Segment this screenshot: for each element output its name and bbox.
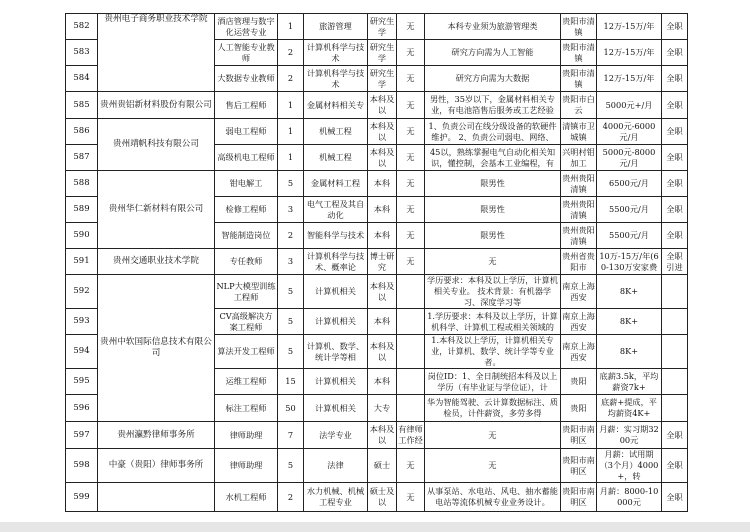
work-location: 贵阳市白云 <box>561 92 597 119</box>
row-number: 586 <box>66 119 98 145</box>
major: 电气工程及其自动化 <box>304 197 368 223</box>
headcount: 5 <box>278 171 304 197</box>
position: 酒店管理与数字化运营专业 <box>215 14 278 40</box>
education: 研究生学 <box>368 66 397 92</box>
company-name: 贵州华仁新材料有限公司 <box>98 171 215 249</box>
work-location: 贵阳市南明区 <box>561 449 597 483</box>
salary: 月薪：8000-10000元 <box>597 483 662 512</box>
major: 旅游管理 <box>304 14 368 40</box>
requirements: 从事泵站、水电站、风电、抽水蓄能电站等流体机械专业业务设计。 <box>425 483 561 512</box>
job-type: 全职 <box>662 223 688 249</box>
headcount: 7 <box>278 422 304 449</box>
job-type: 全职 <box>662 197 688 223</box>
work-location: 贵阳 <box>561 395 597 422</box>
position: 检修工程师 <box>215 197 278 223</box>
job-type: 全职 <box>662 483 688 512</box>
major: 机械工程 <box>304 145 368 171</box>
row-number: 591 <box>66 249 98 275</box>
work-location: 贵州贵阳清镇 <box>561 171 597 197</box>
salary: 4000元-6000元/月 <box>597 119 662 145</box>
degree-or-experience: 无 <box>397 223 425 249</box>
education: 大专 <box>368 395 397 422</box>
table-row <box>66 171 688 197</box>
requirements: 学历要求：本科及以上学历，计算机相关专业。 技术背景：有机器学习、深度学习等 <box>425 275 561 309</box>
major: 水力机械、机械工程专业 <box>304 483 368 512</box>
job-type: 全职 <box>662 119 688 145</box>
headcount: 1 <box>278 92 304 119</box>
job-type: 全职 <box>662 40 688 66</box>
education: 博士研究 <box>368 249 397 275</box>
work-location: 清镇市卫城镇 <box>561 119 597 145</box>
education: 研究生学 <box>368 14 397 40</box>
table-row <box>66 449 688 483</box>
requirements: 华为智能驾驶、云计算数据标注、质检员，计件薪资，多劳多得 <box>425 395 561 422</box>
work-location: 贵阳市清镇 <box>561 14 597 40</box>
job-type: 全职 <box>662 14 688 40</box>
row-number: 593 <box>66 309 98 335</box>
education: 本科及以 <box>368 422 397 449</box>
viewer-bottom-bar <box>0 522 750 532</box>
salary: 5000元+/月 <box>597 92 662 119</box>
job-type <box>662 335 688 369</box>
position: 算法开发工程师 <box>215 335 278 369</box>
education: 本科及以 <box>368 119 397 145</box>
position: 律师助理 <box>215 449 278 483</box>
job-type <box>662 395 688 422</box>
requirements: 限男性 <box>425 197 561 223</box>
salary: 月薪：试用期（3个月）4000+，转 <box>597 449 662 483</box>
headcount: 1 <box>278 145 304 171</box>
company-name: 贵州电子商务职业技术学院 <box>98 14 215 92</box>
degree-or-experience <box>397 369 425 395</box>
row-number: 584 <box>66 66 98 92</box>
requirements: 限男性 <box>425 171 561 197</box>
position: 专任教师 <box>215 249 278 275</box>
education: 本科 <box>368 309 397 335</box>
position: CV高级解决方案工程师 <box>215 309 278 335</box>
job-type: 全职 <box>662 171 688 197</box>
salary: 5000元-8000元/月 <box>597 145 662 171</box>
work-location: 南京上海西安 <box>561 275 597 309</box>
row-number: 598 <box>66 449 98 483</box>
major: 计算机相关 <box>304 275 368 309</box>
salary: 12万-15万/年 <box>597 40 662 66</box>
position: 高级机电工程师 <box>215 145 278 171</box>
degree-or-experience: 无 <box>397 119 425 145</box>
salary: 5500元/月 <box>597 223 662 249</box>
position: 标注工程师 <box>215 395 278 422</box>
degree-or-experience: 无 <box>397 14 425 40</box>
table-row <box>66 249 688 275</box>
company-name: 贵州交通职业技术学院 <box>98 249 215 275</box>
salary: 底薪3.5k，平均薪资7k+ <box>597 369 662 395</box>
position: 水机工程师 <box>215 483 278 512</box>
degree-or-experience <box>397 275 425 309</box>
salary: 5500元/月 <box>597 197 662 223</box>
company-name: 贵州瀛黔律师事务所 <box>98 422 215 449</box>
job-type <box>662 309 688 335</box>
row-number: 595 <box>66 369 98 395</box>
degree-or-experience: 无 <box>397 40 425 66</box>
degree-or-experience: 无 <box>397 171 425 197</box>
company-name: 贵州中软国际信息技术有限公司 <box>98 275 215 422</box>
row-number: 599 <box>66 483 98 512</box>
degree-or-experience: 无 <box>397 92 425 119</box>
requirements: 无 <box>425 422 561 449</box>
headcount: 3 <box>278 197 304 223</box>
headcount: 1 <box>278 14 304 40</box>
salary: 月薪：实习期3200元 <box>597 422 662 449</box>
work-location: 南京上海西安 <box>561 335 597 369</box>
salary: 底薪+提成，平均薪资4K+ <box>597 395 662 422</box>
job-type: 全职 <box>662 449 688 483</box>
position: 钳电解工 <box>215 171 278 197</box>
major: 计算机科学与技术 <box>304 40 368 66</box>
education: 研究生学 <box>368 40 397 66</box>
work-location: 贵州贵阳清镇 <box>561 223 597 249</box>
salary: 6500元/月 <box>597 171 662 197</box>
work-location: 贵阳市清镇 <box>561 40 597 66</box>
work-location: 贵阳市清镇 <box>561 66 597 92</box>
degree-or-experience: 无 <box>397 483 425 512</box>
work-location: 贵州贵阳清镇 <box>561 197 597 223</box>
headcount: 50 <box>278 395 304 422</box>
position: 弱电工程师 <box>215 119 278 145</box>
headcount: 5 <box>278 335 304 369</box>
major: 计算机相关 <box>304 369 368 395</box>
work-location: 兴明村钼加工 <box>561 145 597 171</box>
job-type: 全职 <box>662 66 688 92</box>
row-number: 583 <box>66 40 98 66</box>
table-row <box>66 422 688 449</box>
position: 运维工程师 <box>215 369 278 395</box>
headcount: 3 <box>278 249 304 275</box>
education: 本科 <box>368 369 397 395</box>
job-type <box>662 275 688 309</box>
row-number: 596 <box>66 395 98 422</box>
position: 人工智能专业教师 <box>215 40 278 66</box>
degree-or-experience: 无 <box>397 145 425 171</box>
major: 计算机相关 <box>304 395 368 422</box>
education: 本科 <box>368 171 397 197</box>
requirements: 无 <box>425 449 561 483</box>
row-number: 582 <box>66 14 98 40</box>
requirements: 研究方向需为大数据 <box>425 66 561 92</box>
requirements: 限男性 <box>425 223 561 249</box>
row-number: 592 <box>66 275 98 309</box>
headcount: 5 <box>278 275 304 309</box>
degree-or-experience: 无 <box>397 66 425 92</box>
major: 计算机科学与技术 <box>304 66 368 92</box>
education: 硕士 <box>368 449 397 483</box>
salary: 8K+ <box>597 335 662 369</box>
row-number: 587 <box>66 145 98 171</box>
major: 计算机科学与技术、概率论 <box>304 249 368 275</box>
major: 智能科学与技术 <box>304 223 368 249</box>
education: 本科及以 <box>368 335 397 369</box>
row-number: 589 <box>66 197 98 223</box>
row-number: 588 <box>66 171 98 197</box>
education: 硕士及以 <box>368 483 397 512</box>
job-listing-table <box>65 13 688 512</box>
position: NLP大模型训练工程师 <box>215 275 278 309</box>
position: 智能制造岗位 <box>215 223 278 249</box>
work-location: 南京上海西安 <box>561 309 597 335</box>
major: 机械工程 <box>304 119 368 145</box>
job-type: 全职引进 <box>662 249 688 275</box>
headcount: 5 <box>278 309 304 335</box>
requirements: 岗位ID：1、全日制统招本科及以上学历（有毕业证与学位证），计 <box>425 369 561 395</box>
company-name: 中豪（贵阳）律师事务所 <box>98 449 215 483</box>
position: 售后工程师 <box>215 92 278 119</box>
headcount: 5 <box>278 449 304 483</box>
requirements: 1、负责公司在线分级设备的软硬件维护。 2、负责公司弱电、网络、 <box>425 119 561 145</box>
headcount: 1 <box>278 119 304 145</box>
requirements: 无 <box>425 249 561 275</box>
table-row <box>66 119 688 145</box>
requirements: 45以，熟练掌握电气自动化相关知识，懂控制，会基本工业编程，有 <box>425 145 561 171</box>
company-name <box>98 483 215 512</box>
work-location: 贵阳市南明区 <box>561 483 597 512</box>
table-row <box>66 92 688 119</box>
table-row <box>66 275 688 309</box>
salary: 12万-15万/年 <box>597 14 662 40</box>
degree-or-experience: 无 <box>397 249 425 275</box>
salary: 10万-15万/年(60-130万安家费 <box>597 249 662 275</box>
headcount: 2 <box>278 223 304 249</box>
requirements: 研究方向需为人工智能 <box>425 40 561 66</box>
requirements: 1.学历要求：本科及以上学历，计算机科学、计算机工程或相关领域的 <box>425 309 561 335</box>
degree-or-experience <box>397 309 425 335</box>
company-name: 贵州贵铝新材料股份有限公司 <box>98 92 215 119</box>
major: 计算机、数学、统计学等相 <box>304 335 368 369</box>
headcount: 15 <box>278 369 304 395</box>
work-location: 贵阳 <box>561 369 597 395</box>
major: 计算机相关 <box>304 309 368 335</box>
major: 法律 <box>304 449 368 483</box>
work-location: 贵阳市南明区 <box>561 422 597 449</box>
education: 本科 <box>368 223 397 249</box>
education: 本科 <box>368 197 397 223</box>
row-number: 585 <box>66 92 98 119</box>
position: 律师助理 <box>215 422 278 449</box>
table-row <box>66 14 688 40</box>
major: 法学专业 <box>304 422 368 449</box>
company-name: 贵州靖帆科技有限公司 <box>98 119 215 171</box>
education: 本科及以 <box>368 275 397 309</box>
degree-or-experience: 无 <box>397 197 425 223</box>
major: 金属材料相关专 <box>304 92 368 119</box>
degree-or-experience <box>397 395 425 422</box>
requirements: 男性，35岁以下，金属材料相关专业，有电池箔售后服务或工艺经验 <box>425 92 561 119</box>
job-type: 全职 <box>662 92 688 119</box>
degree-or-experience: 有律师工作经 <box>397 422 425 449</box>
requirements: 1.本科及以上学历，计算机相关专业，计算机、数学、统计学等专业者。 <box>425 335 561 369</box>
job-type: 全职 <box>662 145 688 171</box>
degree-or-experience: 无 <box>397 449 425 483</box>
education: 本科及以 <box>368 145 397 171</box>
education: 本科及以 <box>368 92 397 119</box>
headcount: 2 <box>278 66 304 92</box>
salary: 8K+ <box>597 309 662 335</box>
row-number: 590 <box>66 223 98 249</box>
job-type: 全职 <box>662 422 688 449</box>
row-number: 597 <box>66 422 98 449</box>
requirements: 本科专业须为旅游管理类 <box>425 14 561 40</box>
salary: 8K+ <box>597 275 662 309</box>
salary: 12万-15万/年 <box>597 66 662 92</box>
job-type <box>662 369 688 395</box>
major: 金属材料工程 <box>304 171 368 197</box>
headcount: 2 <box>278 40 304 66</box>
degree-or-experience <box>397 335 425 369</box>
table-row <box>66 483 688 512</box>
position: 大数据专业教师 <box>215 66 278 92</box>
headcount: 2 <box>278 483 304 512</box>
work-location: 贵州省贵阳市 <box>561 249 597 275</box>
row-number: 594 <box>66 335 98 369</box>
